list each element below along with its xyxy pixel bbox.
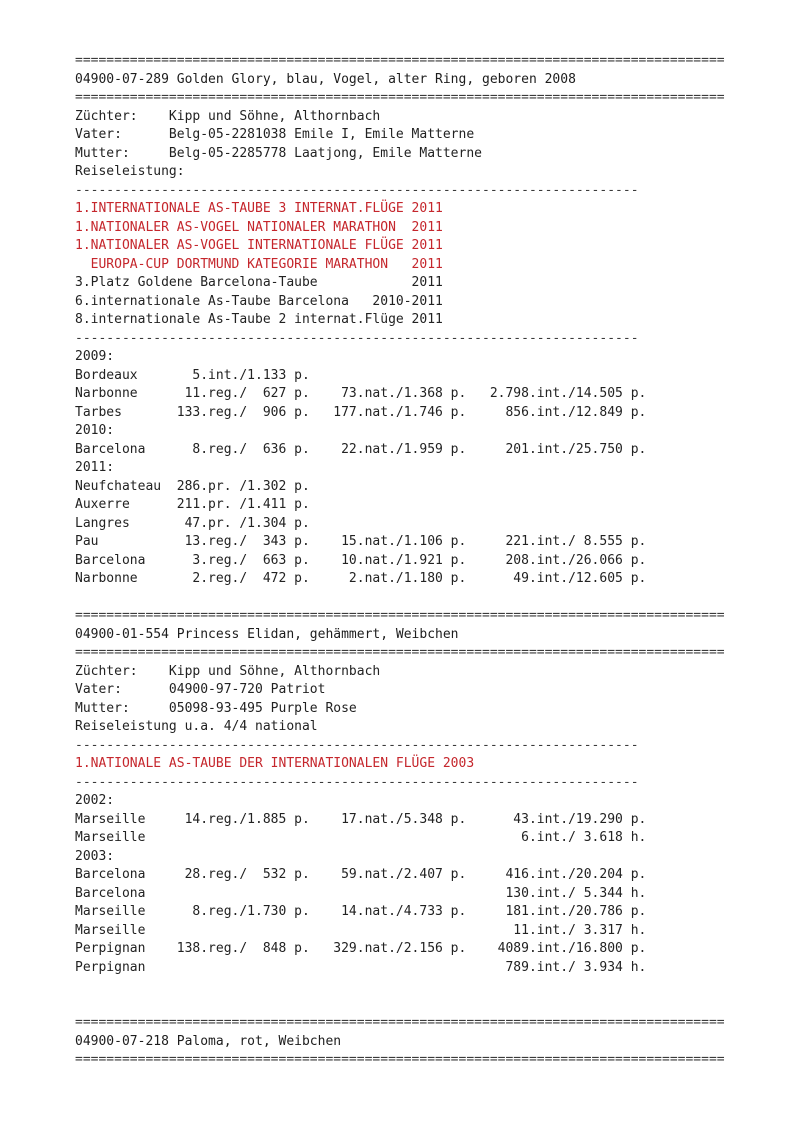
text-line: 2010: (75, 423, 115, 438)
section-title: 04900-01-554 Princess Elidan, gehämmert, Weibchen (75, 626, 459, 642)
text-line: Auxerre 211.pr. /1.411 p. (75, 497, 310, 512)
text-line: Perpignan 138.reg./ 848 p. 329.nat./2.156 p. 4089.int./16.800 p. (75, 941, 647, 956)
text-line: Tarbes 133.reg./ 906 p. 177.nat./1.746 p. 856.int./12.849 p. (75, 404, 647, 420)
text-line: 3.Platz Goldene Barcelona-Taube 2011 (75, 275, 443, 290)
text-line: Pau 13.reg./ 343 p. 15.nat./1.106 p. 221.int./ 8.555 p. (75, 534, 647, 549)
award-highlight-line: 1.NATIONALER AS-VOGEL INTERNATIONALE FLÜGE 2011 (75, 238, 443, 253)
text-line: Perpignan 789.int./ 3.934 h. (75, 959, 647, 975)
text-line: Reiseleistung u.a. 4/4 national (75, 719, 318, 734)
text-line: Vater: 04900-97-720 Patriot (75, 682, 326, 697)
pedigree-section-golden-glory (75, 52, 725, 607)
text-line: Mutter: 05098-93-495 Purple Rose (75, 700, 357, 716)
double-rule: =================================================================================== (75, 53, 725, 68)
text-line: Neufchateau 286.pr. /1.302 p. (75, 478, 310, 494)
dash-rule: ------------------------------------------------------------------------ (75, 774, 639, 790)
text-line: 2011: (75, 460, 115, 475)
text-line: Barcelona 130.int./ 5.344 h. (75, 885, 647, 901)
text-line: 8.internationale As-Taube 2 internat.Flüge 2011 (75, 312, 443, 327)
pedigree-section-paloma (75, 1014, 725, 1070)
text-line: Barcelona 8.reg./ 636 p. 22.nat./1.959 p. 201.int./25.750 p. (75, 441, 647, 457)
text-line: Reiseleistung: (75, 164, 185, 179)
blank-line (75, 589, 725, 608)
section-title: 04900-07-289 Golden Glory, blau, Vogel, alter Ring, geboren 2008 (75, 71, 576, 87)
text-line: Narbonne 2.reg./ 472 p. 2.nat./1.180 p. 49.int./12.605 p. (75, 571, 647, 586)
text-line: 2009: (75, 349, 115, 364)
double-rule: =================================================================================== (75, 90, 725, 105)
double-rule: =================================================================================== (75, 1015, 725, 1030)
text-line: Marseille 14.reg./1.885 p. 17.nat./5.348 p. 43.int./19.290 p. (75, 811, 647, 827)
text-line: 2002: (75, 793, 115, 808)
double-rule: =================================================================================== (75, 1052, 725, 1067)
dash-rule: ------------------------------------------------------------------------ (75, 182, 639, 198)
award-highlight-line: 1.NATIONALER AS-VOGEL NATIONALER MARATHON 2011 (75, 219, 443, 235)
dash-rule: ------------------------------------------------------------------------ (75, 737, 639, 753)
text-line: Züchter: Kipp und Söhne, Althornbach (75, 108, 381, 124)
text-line: Langres 47.pr. /1.304 p. (75, 515, 310, 531)
award-highlight-line: EUROPA-CUP DORTMUND KATEGORIE MARATHON 2011 (75, 256, 443, 272)
pedigree-document (75, 52, 725, 1070)
text-line: 2003: (75, 848, 115, 864)
blank-line (75, 977, 725, 996)
double-rule: =================================================================================== (75, 645, 725, 660)
text-line: Mutter: Belg-05-2285778 Laatjong, Emile Matterne (75, 145, 482, 161)
blank-line (75, 996, 725, 1015)
double-rule: =================================================================================== (75, 608, 725, 623)
award-highlight-line: 1.NATIONALE AS-TAUBE DER INTERNATIONALEN FLÜGE 2003 (75, 756, 475, 771)
dash-rule: ------------------------------------------------------------------------ (75, 330, 639, 346)
pedigree-section-princess-elidan (75, 607, 725, 1014)
text-line: 6.internationale As-Taube Barcelona 2010-2011 (75, 293, 443, 309)
text-line: Barcelona 3.reg./ 663 p. 10.nat./1.921 p. 208.int./26.066 p. (75, 552, 647, 568)
text-line: Züchter: Kipp und Söhne, Althornbach (75, 663, 381, 679)
text-line: Marseille 6.int./ 3.618 h. (75, 830, 647, 845)
text-line: Narbonne 11.reg./ 627 p. 73.nat./1.368 p. 2.798.int./14.505 p. (75, 386, 647, 401)
text-line: Bordeaux 5.int./1.133 p. (75, 367, 310, 383)
text-line: Vater: Belg-05-2281038 Emile I, Emile Matterne (75, 127, 475, 142)
text-line: Marseille 11.int./ 3.317 h. (75, 922, 647, 938)
text-line: Marseille 8.reg./1.730 p. 14.nat./4.733 p. 181.int./20.786 p. (75, 904, 647, 919)
section-title: 04900-07-218 Paloma, rot, Weibchen (75, 1033, 342, 1049)
award-highlight-line: 1.INTERNATIONALE AS-TAUBE 3 INTERNAT.FLÜGE 2011 (75, 201, 443, 216)
text-line: Barcelona 28.reg./ 532 p. 59.nat./2.407 p. 416.int./20.204 p. (75, 867, 647, 882)
